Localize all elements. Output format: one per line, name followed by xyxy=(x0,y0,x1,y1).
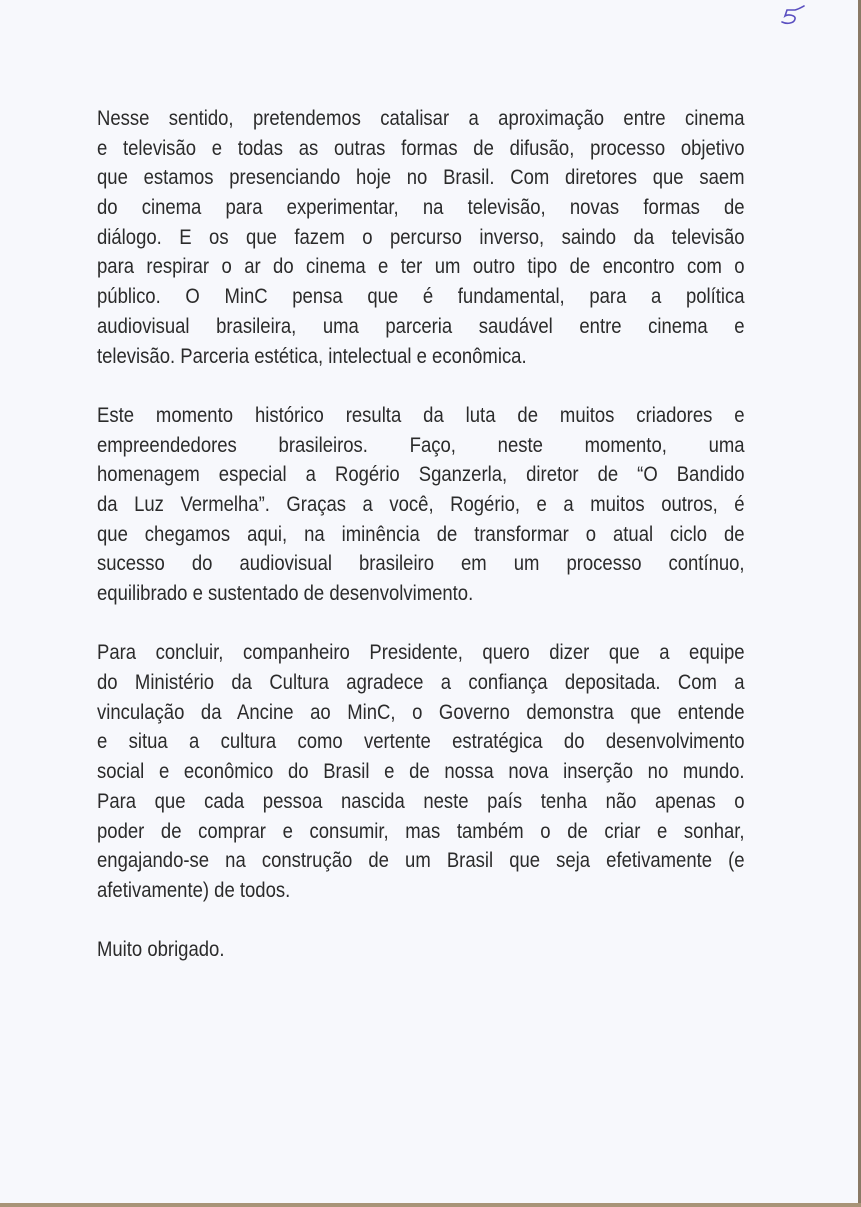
closing xyxy=(97,935,745,965)
handwritten-page-number xyxy=(768,4,818,28)
text-line: Para que cada pessoa nascida neste país tenha não apenas o xyxy=(97,788,745,813)
text-line: equilibrado e sustentado de desenvolvimento. xyxy=(97,581,474,605)
text-line: que estamos presenciando hoje no Brasil. Com diretores que saem xyxy=(97,165,745,190)
text-line: e televisão e todas as outras formas de difusão, processo objetivo xyxy=(97,135,745,160)
text-line: Nesse sentido, pretendemos catalisar a aproximação entre cinema xyxy=(97,106,745,130)
text-line: poder de comprar e consumir, mas também o de criar e sonhar, xyxy=(97,818,745,843)
text-line: social e econômico do Brasil e de nossa nova inserção no mundo. xyxy=(97,759,745,784)
text-line: empreendedores brasileiros. Faço, neste momento, uma xyxy=(97,432,745,457)
text-line: televisão. Parceria estética, intelectual e econômica. xyxy=(97,343,527,368)
text-line: Este momento histórico resulta da luta de muitos criadores e xyxy=(97,402,745,427)
text-line: diálogo. E os que fazem o percurso inverso, saindo da televisão xyxy=(97,224,745,249)
text-line: vinculação da Ancine ao MinC, o Governo demonstra que entende xyxy=(97,699,745,724)
text-line: do cinema para experimentar, na televisão, novas formas de xyxy=(97,195,745,220)
text-line: que chegamos aqui, na iminência de transformar o atual ciclo de xyxy=(97,521,745,546)
text-line: do Ministério da Cultura agradece a confiança depositada. Com a xyxy=(97,670,745,695)
text-line: homenagem especial a Rogério Sganzerla, diretor de “O Bandido xyxy=(97,462,745,487)
scan-edge-bottom xyxy=(0,1203,861,1207)
letter-body xyxy=(97,104,745,995)
text-line: Muito obrigado. xyxy=(97,937,225,962)
paragraph-2 xyxy=(97,401,745,609)
paragraph-3 xyxy=(97,638,745,905)
text-line: para respirar o ar do cinema e ter um outro tipo de encontro com o xyxy=(97,254,745,279)
text-line: Para concluir, companheiro Presidente, quero dizer que a equipe xyxy=(97,640,745,665)
text-line: da Luz Vermelha”. Graças a você, Rogério, e a muitos outros, é xyxy=(97,491,745,516)
text-line: sucesso do audiovisual brasileiro em um processo contínuo, xyxy=(97,551,745,576)
text-line: audiovisual brasileira, uma parceria saudável entre cinema e xyxy=(97,313,745,338)
text-line: engajando-se na construção de um Brasil que seja efetivamente (e xyxy=(97,848,745,873)
text-line: afetivamente) de todos. xyxy=(97,877,291,902)
paragraph-1 xyxy=(97,104,745,371)
text-line: público. O MinC pensa que é fundamental, para a política xyxy=(97,284,745,309)
text-line: e situa a cultura como vertente estratégica do desenvolvimento xyxy=(97,729,745,754)
